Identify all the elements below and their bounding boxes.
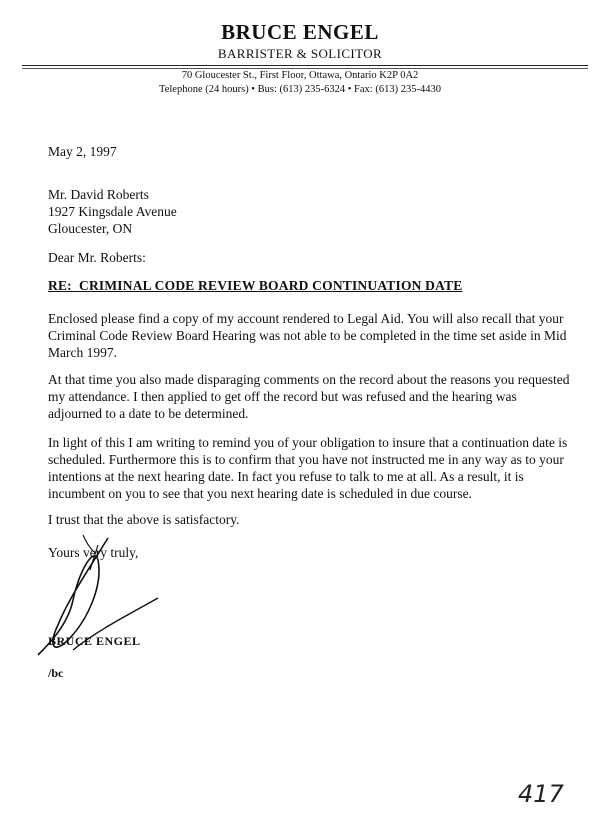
recipient-name: Mr. David Roberts [48,187,149,202]
paragraph-line: March 1997. [48,345,117,360]
paragraph-4 [48,511,588,528]
letterhead-title: BARRISTER & SOLICITOR [217,46,383,61]
paragraph-line: adjourned to a date to be determined. [48,406,249,421]
paragraph-line: In light of this I am writing to remind you of your obligation to insure that a continuation date is [48,435,568,450]
salutation: Dear Mr. Roberts: [48,250,146,265]
recipient-street: 1927 Kingsdale Avenue [48,204,177,219]
paragraph-line: scheduled. Furthermore this is to confirm that you have not instructed me in any way as to your [48,452,564,467]
paragraph-line: At that time you also made disparaging comments on the record about the reasons you requested [48,372,570,387]
recipient-block [48,186,177,237]
closing: Yours very truly, [48,545,139,560]
signature-image [28,530,178,670]
letterhead-address: 70 Gloucester St., First Floor, Ottawa, Ontario K2P 0A2 [181,70,419,81]
signer-name: BRUCE ENGEL [48,634,141,648]
paragraph-line: I trust that the above is satisfactory. [48,512,240,527]
letterhead-rule [22,65,588,66]
paragraph-line: incumbent on you to see that you next hearing date is scheduled in due course. [48,486,473,501]
letterhead-name: BRUCE ENGEL [221,20,379,44]
paragraph-1 [48,310,588,361]
letterhead-phone: Telephone (24 hours) • Bus: (613) 235-6324 • Fax: (613) 235-4430 [159,84,441,95]
typist-initials: /bc [48,666,64,680]
paragraph-3 [48,434,588,502]
paragraph-2 [48,371,588,422]
letterhead-rule-thin [22,68,588,69]
letter-date: May 2, 1997 [48,144,117,159]
paragraph-line: Criminal Code Review Board Hearing was not able to be completed in the time set aside in Mid [48,328,567,343]
subject-line: RE: CRIMINAL CODE REVIEW BOARD CONTINUATION DATE [48,278,463,293]
paragraph-line: intentions at the next hearing date. In fact you refuse to talk to me at all. As a result, it is [48,469,524,484]
recipient-city: Gloucester, ON [48,221,133,236]
paragraph-line: Enclosed please find a copy of my account rendered to Legal Aid. You will also recall that your [48,311,564,326]
paragraph-line: my attendance. I then applied to get off the record but was refused and the hearing was [48,389,517,404]
page-number: 417 [518,780,564,808]
